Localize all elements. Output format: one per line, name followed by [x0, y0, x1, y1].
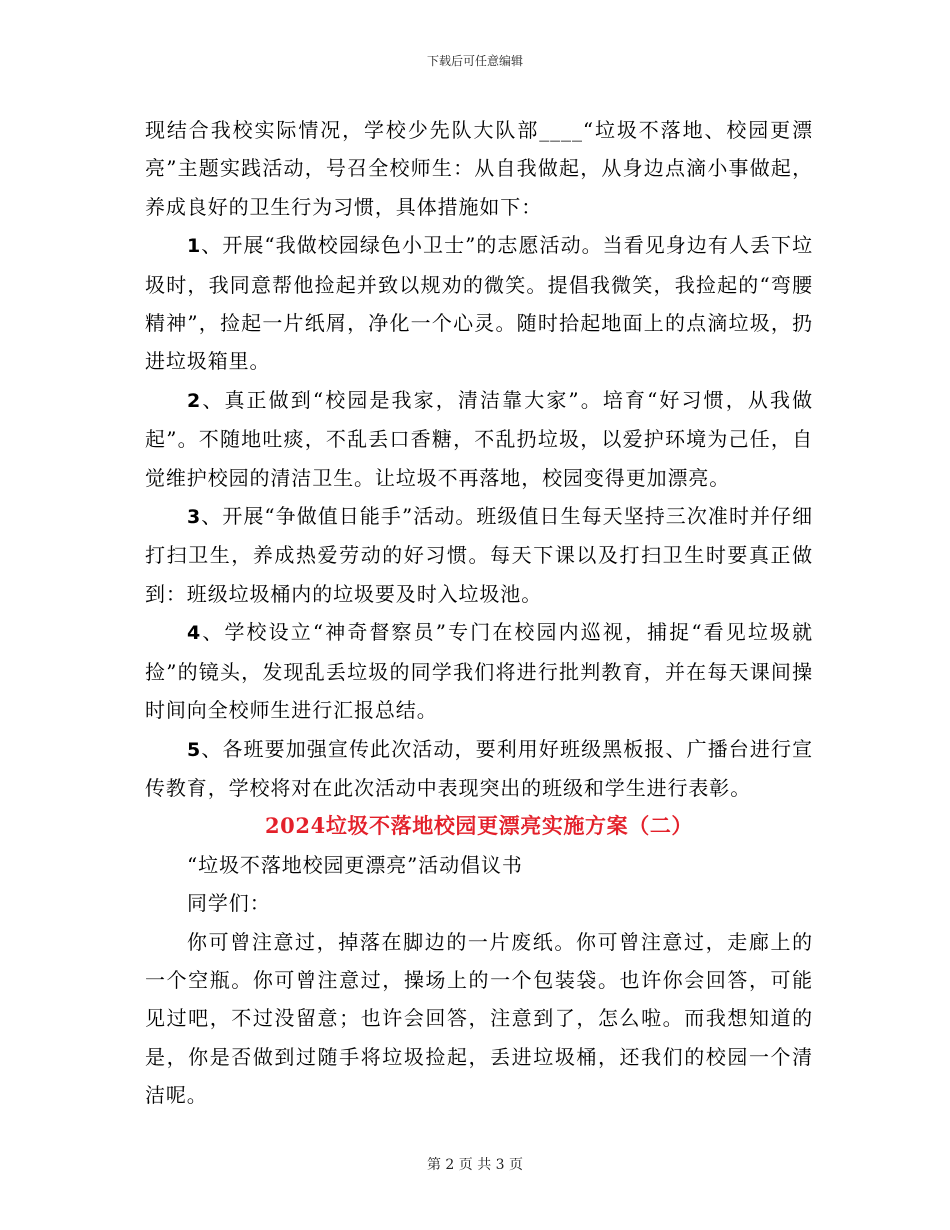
- measure-text: 、开展“争做值日能手”活动。班级值日生每天坚持三次准时并仔细打扫卫生，养成热爱劳动的好习惯。每天下课以及打扫卫生时要真正做到：班级垃圾桶内的垃圾要及时入垃圾池。: [145, 504, 813, 606]
- document-body: [145, 111, 813, 1115]
- measure-number: 4: [187, 622, 202, 645]
- measure-text: 、各班要加强宣传此次活动，要利用好班级黑板报、广播台进行宣传教育，学校将对在此次活动中表现突出的班级和学生进行表彰。: [145, 736, 813, 800]
- measure-item: [145, 381, 813, 497]
- measure-item: [145, 497, 813, 613]
- measure-item: [145, 613, 813, 729]
- measure-item: [145, 730, 813, 808]
- measure-text: 、真正做到“校园是我家，清洁靠大家”。培育“好习惯，从我做起”。不随地吐痰，不乱丢口香糖，不乱扔垃圾，以爱护环境为己任，自觉维护校园的清洁卫生。让垃圾不再落地，校园变得更加漂亮。: [145, 387, 813, 490]
- measure-number: 3: [187, 506, 202, 529]
- page-footer: 第 2 页 共 3 页: [426, 1157, 524, 1173]
- measure-number: 1: [187, 235, 202, 258]
- intro-paragraph: 现结合我校实际情况，学校少先队大队部____“垃圾不落地、校园更漂亮”主题实践活动，号召全校师生：从自我做起，从身边点滴小事做起，养成良好的卫生行为习惯，具体措施如下：: [145, 118, 813, 219]
- measure-number: 2: [187, 389, 202, 412]
- measure-text: 、学校设立“神奇督察员”专门在校园内巡视，捕捉“看见垃圾就捡”的镜头，发现乱丢垃圾的同学我们将进行批判教育，并在每天课间操时间向全校师生进行汇报总结。: [145, 620, 813, 723]
- measure-number: 5: [187, 738, 202, 761]
- body-paragraph: 你可曾注意过，掉落在脚边的一片废纸。你可曾注意过，走廊上的一个空瓶。你可曾注意过，操场上的一个包装袋。也许你会回答，可能见过吧，不过没留意；也许会回答，注意到了，怎么啦。而我想知道的是，你是否做到过随手将垃圾捡起，丢进垃圾桶，还我们的校园一个清洁呢。: [145, 929, 813, 1108]
- measure-text: 、开展“我做校园绿色小卫士”的志愿活动。当看见身边有人丢下垃圾时，我同意帮他捡起并致以规劝的微笑。提倡我微笑，我捡起的“弯腰精神”，捡起一片纸屑，净化一个心灵。随时拾起地面上的点滴垃圾，扔进垃圾箱里。: [145, 233, 813, 374]
- header-note: 下载后可任意编辑: [426, 54, 523, 68]
- proposal-title: “垃圾不落地校园更漂亮”活动倡议书: [187, 852, 523, 877]
- salutation: 同学们：: [187, 891, 271, 916]
- measure-item: [145, 226, 813, 381]
- section-title: 2024垃圾不落地校园更漂亮实施方案（二）: [264, 813, 694, 839]
